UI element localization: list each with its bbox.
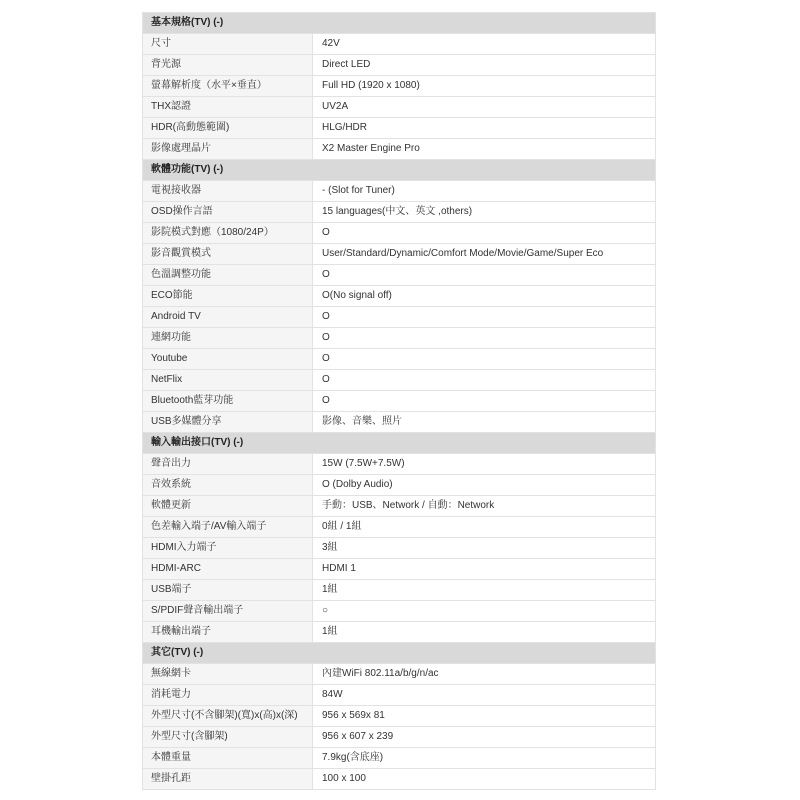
spec-label: 電視接收器: [143, 181, 313, 201]
spec-label: 聲音出力: [143, 454, 313, 474]
spec-label: 音效系統: [143, 475, 313, 495]
spec-value: O: [313, 307, 655, 327]
spec-label: HDR(高動態範圍): [143, 118, 313, 138]
spec-row: [143, 769, 655, 790]
spec-value: 3組: [313, 538, 655, 558]
spec-label: 消耗電力: [143, 685, 313, 705]
spec-value: 15 languages(中文、英文 ,others): [313, 202, 655, 222]
spec-label: 色溫調整功能: [143, 265, 313, 285]
spec-value: O: [313, 391, 655, 411]
spec-label: 軟體更新: [143, 496, 313, 516]
spec-label: 色差輸入端子/AV輸入端子: [143, 517, 313, 537]
spec-value: HDMI 1: [313, 559, 655, 579]
spec-row: [143, 727, 655, 748]
spec-row: [143, 223, 655, 244]
spec-row: [143, 307, 655, 328]
spec-value: 15W (7.5W+7.5W): [313, 454, 655, 474]
spec-label: 耳機輸出端子: [143, 622, 313, 642]
spec-row: [143, 559, 655, 580]
spec-label: 螢幕解析度（水平×垂直）: [143, 76, 313, 96]
spec-label: Youtube: [143, 349, 313, 369]
spec-label: 連網功能: [143, 328, 313, 348]
spec-row: [143, 76, 655, 97]
spec-value: 7.9kg(含底座): [313, 748, 655, 768]
spec-row: [143, 118, 655, 139]
spec-row: [143, 55, 655, 76]
spec-row: [143, 286, 655, 307]
spec-label: THX認證: [143, 97, 313, 117]
spec-value: 1組: [313, 622, 655, 642]
spec-value: UV2A: [313, 97, 655, 117]
spec-row: [143, 664, 655, 685]
spec-row: [143, 202, 655, 223]
spec-row: [143, 580, 655, 601]
spec-label: 影音觀賞模式: [143, 244, 313, 264]
spec-label: NetFlix: [143, 370, 313, 390]
spec-value: - (Slot for Tuner): [313, 181, 655, 201]
spec-value: X2 Master Engine Pro: [313, 139, 655, 159]
spec-label: 外型尺寸(含腳架): [143, 727, 313, 747]
spec-value: Full HD (1920 x 1080): [313, 76, 655, 96]
spec-row: [143, 265, 655, 286]
spec-label: OSD操作言語: [143, 202, 313, 222]
spec-row: [143, 244, 655, 265]
spec-value: O (Dolby Audio): [313, 475, 655, 495]
spec-row: [143, 328, 655, 349]
spec-value: 84W: [313, 685, 655, 705]
spec-value: 影像、音樂、照片: [313, 412, 655, 432]
spec-value: ○: [313, 601, 655, 621]
spec-value: User/Standard/Dynamic/Comfort Mode/Movie/Game/Super Eco: [313, 244, 655, 264]
spec-label: S/PDIF聲音輸出端子: [143, 601, 313, 621]
section-header: 軟體功能(TV) (-): [143, 160, 655, 181]
spec-value: O: [313, 328, 655, 348]
section-header: 基本規格(TV) (-): [143, 13, 655, 34]
spec-label: USB端子: [143, 580, 313, 600]
spec-row: [143, 475, 655, 496]
spec-value: O: [313, 265, 655, 285]
spec-value: 0組 / 1組: [313, 517, 655, 537]
spec-value: 956 x 569x 81: [313, 706, 655, 726]
spec-label: 外型尺寸(不含腳架)(寬)x(高)x(深): [143, 706, 313, 726]
spec-label: HDMI-ARC: [143, 559, 313, 579]
spec-value: O: [313, 370, 655, 390]
section-header: 輸入輸出接口(TV) (-): [143, 433, 655, 454]
spec-label: USB多媒體分享: [143, 412, 313, 432]
spec-label: 壁掛孔距: [143, 769, 313, 789]
spec-row: [143, 622, 655, 643]
spec-value: O: [313, 223, 655, 243]
spec-row: [143, 34, 655, 55]
spec-row: [143, 748, 655, 769]
spec-label: 背光源: [143, 55, 313, 75]
spec-label: Bluetooth藍芽功能: [143, 391, 313, 411]
spec-value: 956 x 607 x 239: [313, 727, 655, 747]
spec-value: 手動：USB、Network / 自動：Network: [313, 496, 655, 516]
spec-row: [143, 97, 655, 118]
spec-row: [143, 181, 655, 202]
spec-value: 1組: [313, 580, 655, 600]
spec-row: [143, 706, 655, 727]
spec-value: 100 x 100: [313, 769, 655, 789]
spec-label: 無線網卡: [143, 664, 313, 684]
spec-row: [143, 454, 655, 475]
spec-value: O: [313, 349, 655, 369]
spec-label: Android TV: [143, 307, 313, 327]
spec-table: [142, 12, 656, 790]
spec-label: ECO節能: [143, 286, 313, 306]
spec-label: 尺寸: [143, 34, 313, 54]
spec-value: 內建WiFi 802.11a/b/g/n/ac: [313, 664, 655, 684]
spec-label: HDMI入力端子: [143, 538, 313, 558]
spec-row: [143, 139, 655, 160]
spec-label: 影像處理晶片: [143, 139, 313, 159]
spec-value: Direct LED: [313, 55, 655, 75]
spec-label: 影院模式對應（1080/24P）: [143, 223, 313, 243]
section-header: 其它(TV) (-): [143, 643, 655, 664]
spec-value: HLG/HDR: [313, 118, 655, 138]
spec-row: [143, 370, 655, 391]
spec-value: 42V: [313, 34, 655, 54]
spec-row: [143, 412, 655, 433]
spec-value: O(No signal off): [313, 286, 655, 306]
spec-row: [143, 349, 655, 370]
spec-row: [143, 517, 655, 538]
spec-row: [143, 538, 655, 559]
spec-row: [143, 391, 655, 412]
spec-row: [143, 685, 655, 706]
spec-label: 本體重量: [143, 748, 313, 768]
spec-row: [143, 601, 655, 622]
spec-row: [143, 496, 655, 517]
